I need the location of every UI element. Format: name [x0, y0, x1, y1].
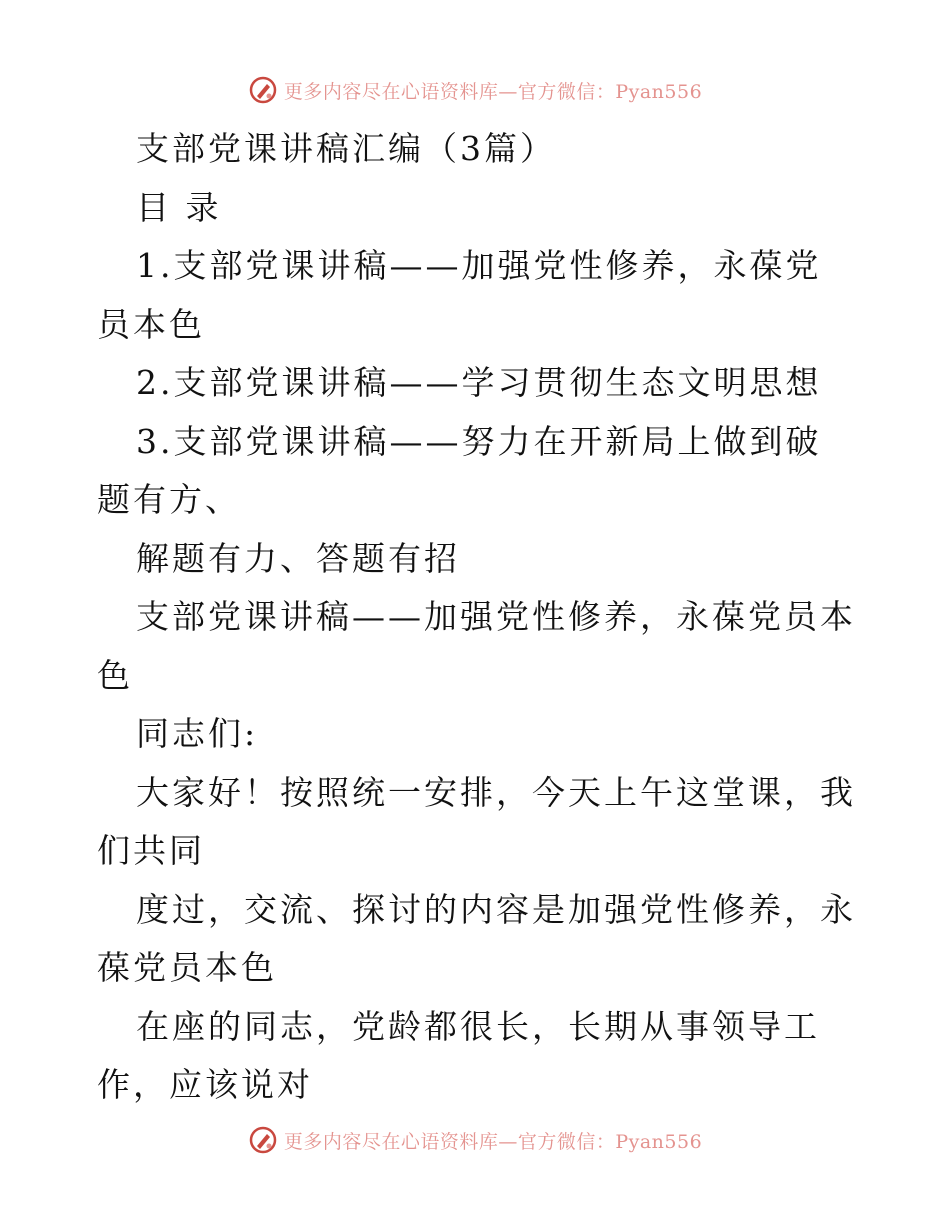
section-heading: 支部党课讲稿——加强党性修养，永葆党员本色	[97, 597, 856, 695]
body-paragraph: 度过，交流、探讨的内容是加强党性修养，永葆党员本色	[97, 889, 856, 987]
toc-item-2: 2.支部党课讲稿——学习贯彻生态文明思想	[136, 363, 822, 402]
body-paragraph: 大家好！按照统一安排，今天上午这堂课，我们共同	[97, 772, 856, 870]
footer-watermark	[0, 1120, 950, 1160]
salutation: 同志们:	[136, 714, 259, 753]
toc-item-3-continued: 解题有力、答题有招	[136, 538, 460, 578]
toc-heading: 目 录	[136, 187, 222, 227]
pen-circle-icon	[248, 75, 278, 105]
pen-circle-icon	[248, 1125, 278, 1155]
document-title: 支部党课讲稿汇编（3篇）	[136, 129, 556, 168]
body-paragraph: 在座的同志，党龄都很长，长期从事领导工作，应该说对	[97, 1006, 820, 1104]
header-watermark	[0, 70, 950, 110]
watermark-text: 更多内容尽在心语资料库—官方微信：Pyan556	[283, 1130, 703, 1153]
document-body	[97, 120, 857, 1115]
toc-item-3: 3.支部党课讲稿——努力在开新局上做到破题有方、	[97, 421, 822, 519]
toc-item-1: 1.支部党课讲稿——加强党性修养，永葆党员本色	[97, 246, 822, 344]
watermark-text: 更多内容尽在心语资料库—官方微信：Pyan556	[283, 80, 703, 103]
